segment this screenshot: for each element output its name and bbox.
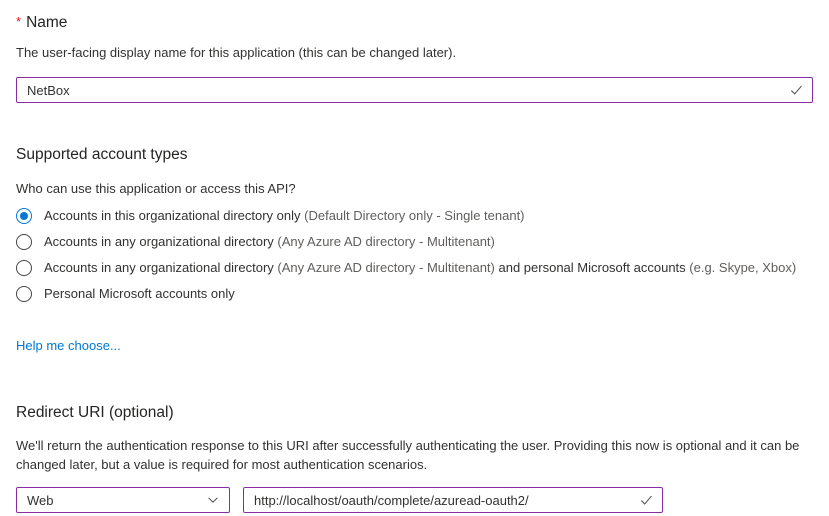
label-primary-text: Accounts in this organizational directory only: [44, 208, 305, 223]
chevron-down-icon: [206, 493, 220, 507]
name-description: The user-facing display name for this application (this can be changed later).: [16, 45, 457, 60]
label-secondary-text: (Any Azure AD directory - Multitenant): [277, 234, 495, 249]
redirect-uri-title: Redirect URI (optional): [16, 404, 174, 421]
name-input[interactable]: [17, 78, 812, 102]
radio-option-label: [44, 234, 495, 250]
radio-option-label: [44, 208, 525, 224]
redirect-uri-field: [243, 487, 663, 513]
radio-option-label: [44, 260, 796, 276]
radio-option[interactable]: [16, 260, 813, 276]
radio-unselected-icon[interactable]: [16, 234, 32, 250]
radio-option[interactable]: [16, 234, 813, 250]
radio-option[interactable]: [16, 208, 813, 224]
checkmark-icon: [789, 83, 804, 98]
supported-account-types-title: Supported account types: [16, 146, 188, 163]
account-type-options: [16, 208, 813, 302]
label-primary-text: Accounts in any organizational directory: [44, 260, 278, 275]
required-asterisk: *: [16, 14, 22, 29]
name-section-title: [16, 12, 813, 33]
account-types-question: Who can use this application or access this API?: [16, 181, 296, 196]
name-title-text: Name: [26, 14, 68, 31]
platform-select[interactable]: [16, 487, 230, 513]
radio-unselected-icon[interactable]: [16, 286, 32, 302]
redirect-uri-input[interactable]: [244, 488, 662, 512]
label-primary-text: Personal Microsoft accounts only: [44, 286, 235, 301]
label-primary-text: and personal Microsoft accounts: [494, 260, 690, 275]
name-field: [16, 77, 813, 103]
radio-option-label: [44, 286, 235, 302]
label-secondary-text: (Any Azure AD directory - Multitenant): [277, 260, 495, 275]
radio-option[interactable]: [16, 286, 813, 302]
platform-selected-label: Web: [27, 492, 54, 508]
checkmark-icon: [639, 493, 654, 508]
radio-selected-icon[interactable]: [16, 208, 32, 224]
help-me-choose-link[interactable]: Help me choose...: [16, 338, 121, 353]
label-primary-text: Accounts in any organizational directory: [44, 234, 278, 249]
redirect-uri-row: [16, 487, 813, 513]
label-secondary-text: (e.g. Skype, Xbox): [689, 260, 797, 275]
label-secondary-text: (Default Directory only - Single tenant): [304, 208, 525, 223]
radio-unselected-icon[interactable]: [16, 260, 32, 276]
redirect-uri-description: We'll return the authentication response to this URI after successfully authenticating the user. Providing this now is optional and it can be changed later, but a value is required for most authentication scenarios.: [16, 438, 800, 472]
